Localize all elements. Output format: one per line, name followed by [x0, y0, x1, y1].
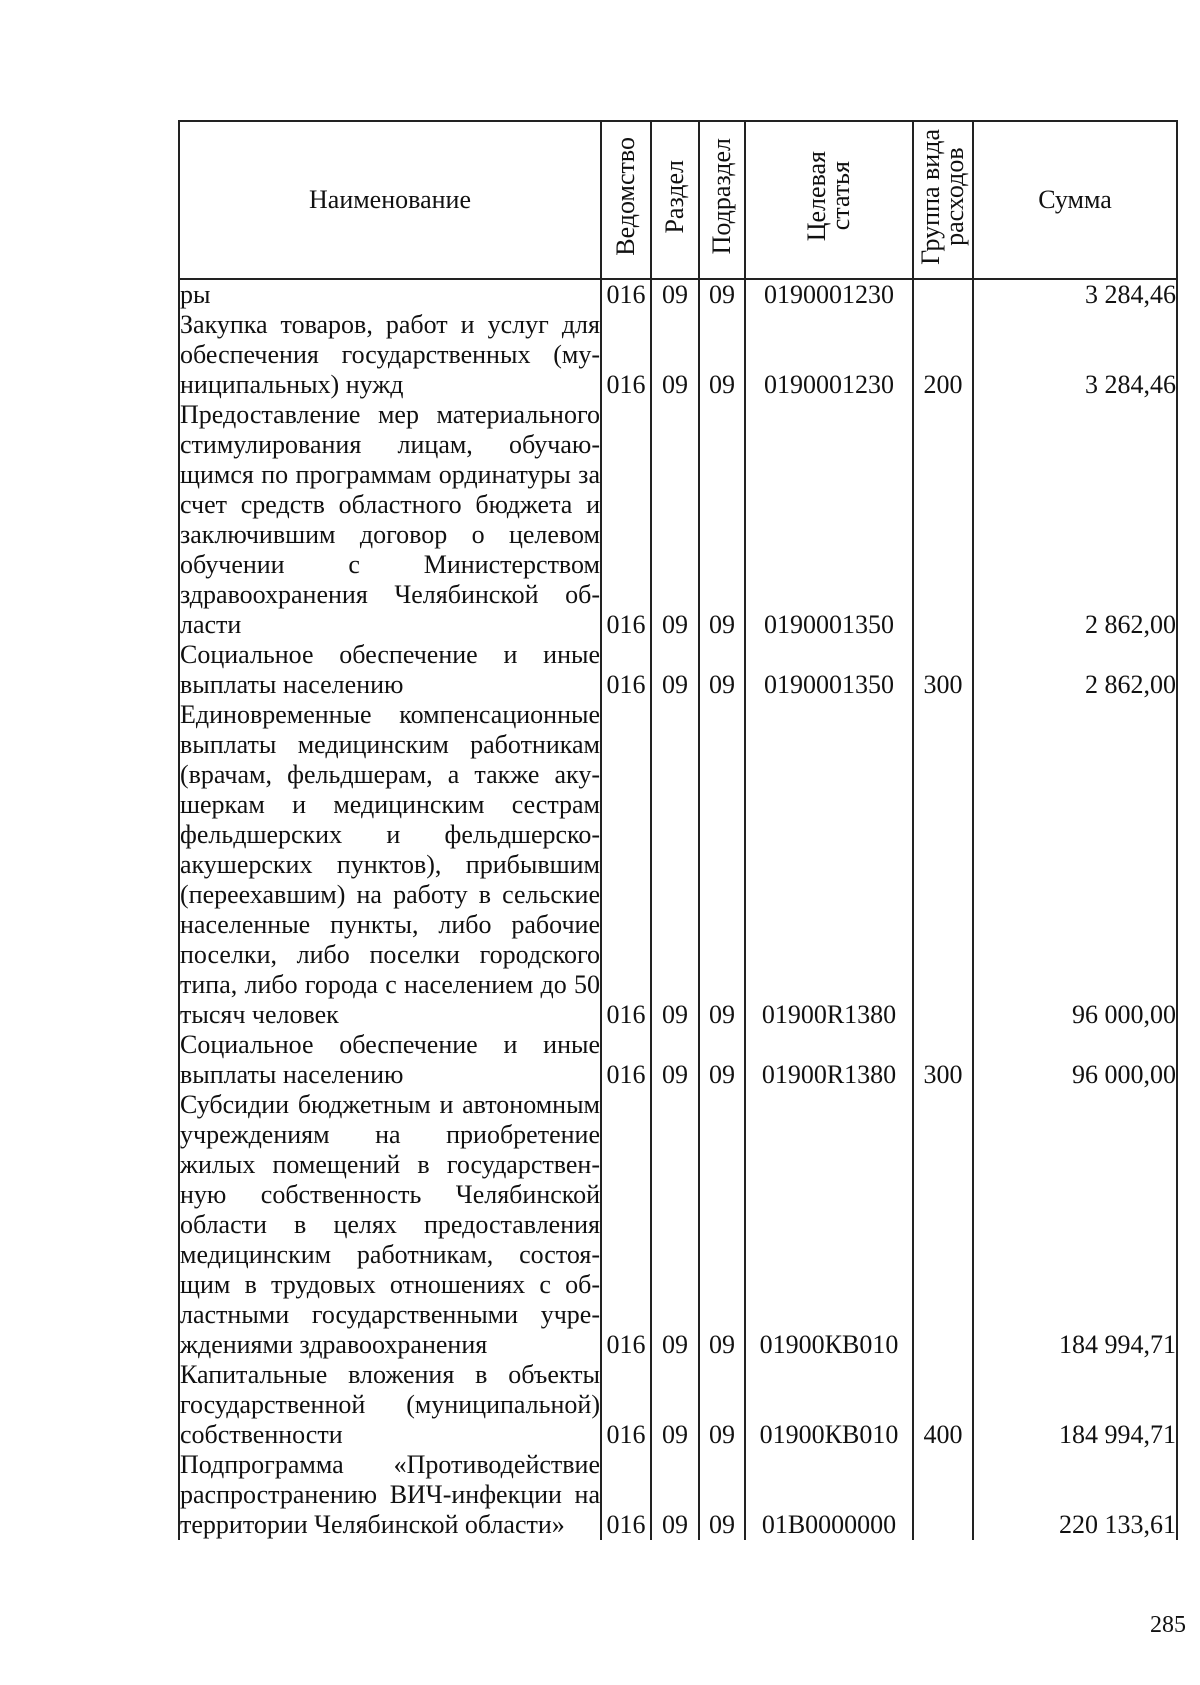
cell-department: 016	[601, 700, 651, 1030]
cell-section: 09	[651, 700, 699, 1030]
cell-target-item: 0190001230	[745, 279, 913, 310]
cell-name: Субсидии бюджетным и автономным учреждениям на приобретение жилых помещений в государственную собственность Челябинской области в целях предоставления медицинским работникам, состоящим в трудовых отношениях с областными государственными учреждениями здравоохранения	[180, 1090, 600, 1359]
cell-target-item: 01900КВ010	[745, 1360, 913, 1450]
cell-subsection: 09	[699, 1090, 745, 1360]
header-amount: Сумма	[973, 121, 1177, 279]
cell-target-item: 01900КВ010	[745, 1090, 913, 1360]
cell-name: Социальное обеспечение и иные выплаты населению	[180, 1030, 600, 1089]
table-row	[179, 640, 1177, 700]
cell-subsection: 09	[699, 700, 745, 1030]
cell-section: 09	[651, 1030, 699, 1090]
header-name: Наименование	[179, 121, 601, 279]
cell-subsection: 09	[699, 1450, 745, 1540]
cell-amount: 220 133,61	[973, 1450, 1177, 1540]
cell-subsection: 09	[699, 400, 745, 640]
table-row	[179, 1360, 1177, 1450]
cell-name: Подпрограмма «Противодействие распространению ВИЧ-инфекции на территории Челябинской области»	[180, 1450, 600, 1539]
header-subsection: Подраздел	[699, 121, 745, 279]
cell-amount: 2 862,00	[973, 640, 1177, 700]
header-expense-group: Группа вида расходов	[913, 121, 973, 279]
cell-amount: 184 994,71	[973, 1360, 1177, 1450]
cell-target-item: 01В0000000	[745, 1450, 913, 1540]
header-department: Ведомство	[601, 121, 651, 279]
cell-expense-group: 200	[913, 310, 973, 400]
table-row	[179, 1030, 1177, 1090]
page-number: 285	[1150, 1612, 1186, 1638]
cell-name: Социальное обеспечение и иные выплаты населению	[180, 640, 600, 699]
cell-subsection: 09	[699, 279, 745, 310]
table-header	[179, 121, 1177, 279]
cell-section: 09	[651, 279, 699, 310]
cell-name: Предоставление мер материального стимулирования лицам, обучающимся по программам ординатуры за счет средств областного бюджета и заключившим договор о целевом обучении с Министерством здравоохранения Челябинской области	[180, 400, 600, 639]
cell-target-item: 01900R1380	[745, 700, 913, 1030]
cell-expense-group: 300	[913, 1030, 973, 1090]
cell-amount: 96 000,00	[973, 1030, 1177, 1090]
table-row	[179, 1450, 1177, 1540]
cell-amount: 3 284,46	[973, 279, 1177, 310]
cell-section: 09	[651, 1360, 699, 1450]
cell-target-item: 01900R1380	[745, 1030, 913, 1090]
cell-section: 09	[651, 1090, 699, 1360]
cell-section: 09	[651, 400, 699, 640]
table-body	[179, 279, 1177, 1540]
cell-subsection: 09	[699, 640, 745, 700]
budget-table	[178, 120, 1178, 1540]
table-row	[179, 279, 1177, 310]
cell-expense-group	[913, 1450, 973, 1540]
cell-amount: 184 994,71	[973, 1090, 1177, 1360]
cell-subsection: 09	[699, 310, 745, 400]
cell-expense-group	[913, 1090, 973, 1360]
cell-target-item: 0190001350	[745, 400, 913, 640]
header-section: Раздел	[651, 121, 699, 279]
cell-expense-group	[913, 700, 973, 1030]
cell-name: ры	[179, 279, 601, 310]
cell-expense-group: 300	[913, 640, 973, 700]
cell-name: Единовременные компенсационные выплаты медицинским работникам (врачам, фельдшерам, а также акушеркам и медицинским сестрам фельдшерских и фельдшерско-акушерских пунктов), прибывшим (переехавшим) на работу в сельские населенные пункты, либо рабочие поселки, либо поселки городского типа, либо города с населением до 50 тысяч человек	[180, 700, 600, 1029]
cell-target-item: 0190001350	[745, 640, 913, 700]
cell-department: 016	[601, 1450, 651, 1540]
cell-section: 09	[651, 310, 699, 400]
cell-target-item: 0190001230	[745, 310, 913, 400]
cell-department: 016	[601, 1360, 651, 1450]
cell-department: 016	[601, 400, 651, 640]
cell-name: Закупка товаров, работ и услуг для обеспечения государственных (муниципальных) нужд	[180, 310, 600, 399]
cell-amount: 3 284,46	[973, 310, 1177, 400]
cell-amount: 96 000,00	[973, 700, 1177, 1030]
cell-subsection: 09	[699, 1360, 745, 1450]
header-target-item: Целевая статья	[745, 121, 913, 279]
cell-department: 016	[601, 310, 651, 400]
cell-department: 016	[601, 1090, 651, 1360]
cell-expense-group	[913, 400, 973, 640]
cell-department: 016	[601, 279, 651, 310]
cell-department: 016	[601, 1030, 651, 1090]
table-row	[179, 400, 1177, 640]
table-row	[179, 1090, 1177, 1360]
cell-section: 09	[651, 1450, 699, 1540]
cell-amount: 2 862,00	[973, 400, 1177, 640]
cell-expense-group	[913, 279, 973, 310]
cell-department: 016	[601, 640, 651, 700]
table-row	[179, 310, 1177, 400]
table-row	[179, 700, 1177, 1030]
cell-expense-group: 400	[913, 1360, 973, 1450]
cell-section: 09	[651, 640, 699, 700]
cell-name: Капитальные вложения в объекты государственной (муниципальной) собственности	[180, 1360, 600, 1449]
cell-subsection: 09	[699, 1030, 745, 1090]
